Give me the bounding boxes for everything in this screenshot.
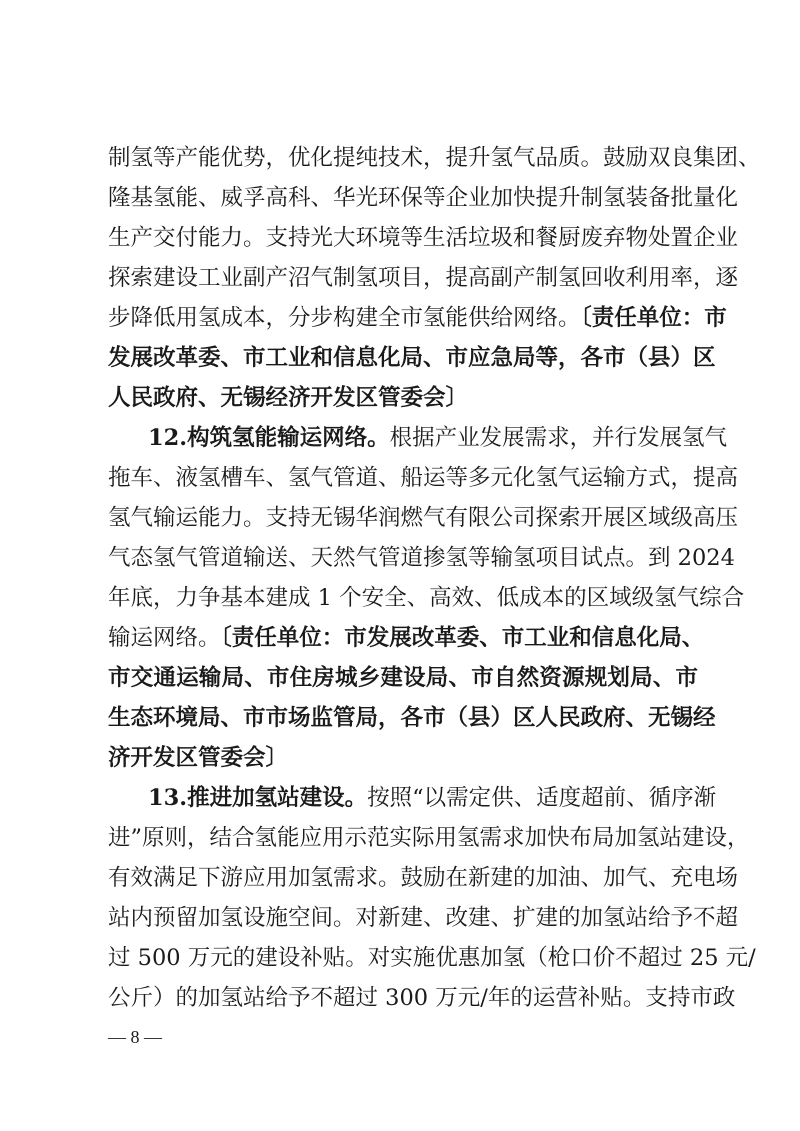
body-line	[108, 618, 705, 658]
body-text: 步降低用氢成本，分步构建全市氢能供给网络。	[108, 305, 581, 331]
responsible-units-line: 济开发区管委会〕	[108, 745, 289, 771]
body-line: 制氢等产能优势，优化提纯技术，提升氢气品质。鼓励双良集团、	[108, 145, 761, 171]
responsible-units-line: 人民政府、无锡经济开发区管委会〕	[108, 385, 469, 411]
responsible-units-line: 生态环境局、市市场监管局，各市（县）区人民政府、无锡经	[108, 705, 716, 731]
body-line: 站内预留加氢设施空间。对新建、改建、扩建的加氢站给予不超	[108, 905, 739, 931]
body-line: 年底，力争基本建成 1 个安全、高效、低成本的区域级氢气综合	[108, 585, 745, 611]
body-line: 进”原则，结合氢能应用示范实际用氢需求加快布局加氢站建设，	[108, 825, 750, 851]
item-13-first-line	[148, 778, 717, 818]
body-line: 氢气输运能力。支持无锡华润燃气有限公司探索开展区域级高压	[108, 505, 739, 531]
body-line: 公斤）的加氢站给予不超过 300 万元/年的运营补贴。支持市政	[108, 985, 736, 1011]
body-line: 隆基氢能、威孚高科、华光环保等企业加快提升制氢装备批量化	[108, 185, 739, 211]
body-line: 生产交付能力。支持光大环境等生活垃圾和餐厨废弃物处置企业	[108, 225, 739, 251]
body-text: 按照“以需定供、适度超前、循序渐	[367, 785, 717, 811]
responsible-units-label: 〔责任单位：市发展改革委、市工业和信息化局、	[220, 625, 705, 651]
responsible-units-label: 〔责任单位：市	[580, 305, 727, 331]
body-line: 气态氢气管道输送、天然气管道掺氢等输氢项目试点。到 2024	[108, 545, 735, 571]
body-line	[108, 298, 727, 338]
body-line: 探索建设工业副产沼气制氢项目，提高副产制氢回收利用率，逐	[108, 265, 739, 291]
responsible-units-line: 发展改革委、市工业和信息化局、市应急局等，各市（县）区	[108, 345, 716, 371]
body-line: 过 500 万元的建设补贴。对实施优惠加氢（枪口价不超过 25 元/	[108, 945, 756, 971]
body-line: 拖车、液氢槽车、氢气管道、船运等多元化氢气运输方式，提高	[108, 465, 739, 491]
item-13-heading: 13.推进加氢站建设。	[148, 785, 368, 811]
body-line: 有效满足下游应用加氢需求。鼓励在新建的加油、加气、充电场	[108, 865, 739, 891]
body-text: 输运网络。	[108, 625, 221, 651]
item-12-first-line	[148, 418, 728, 458]
page-number: — 8 —	[108, 1027, 162, 1047]
item-12-heading: 12.构筑氢能输运网络。	[148, 425, 390, 451]
responsible-units-line: 市交通运输局、市住房城乡建设局、市自然资源规划局、市	[108, 665, 698, 691]
body-text: 根据产业发展需求，并行发展氢气	[389, 425, 728, 451]
